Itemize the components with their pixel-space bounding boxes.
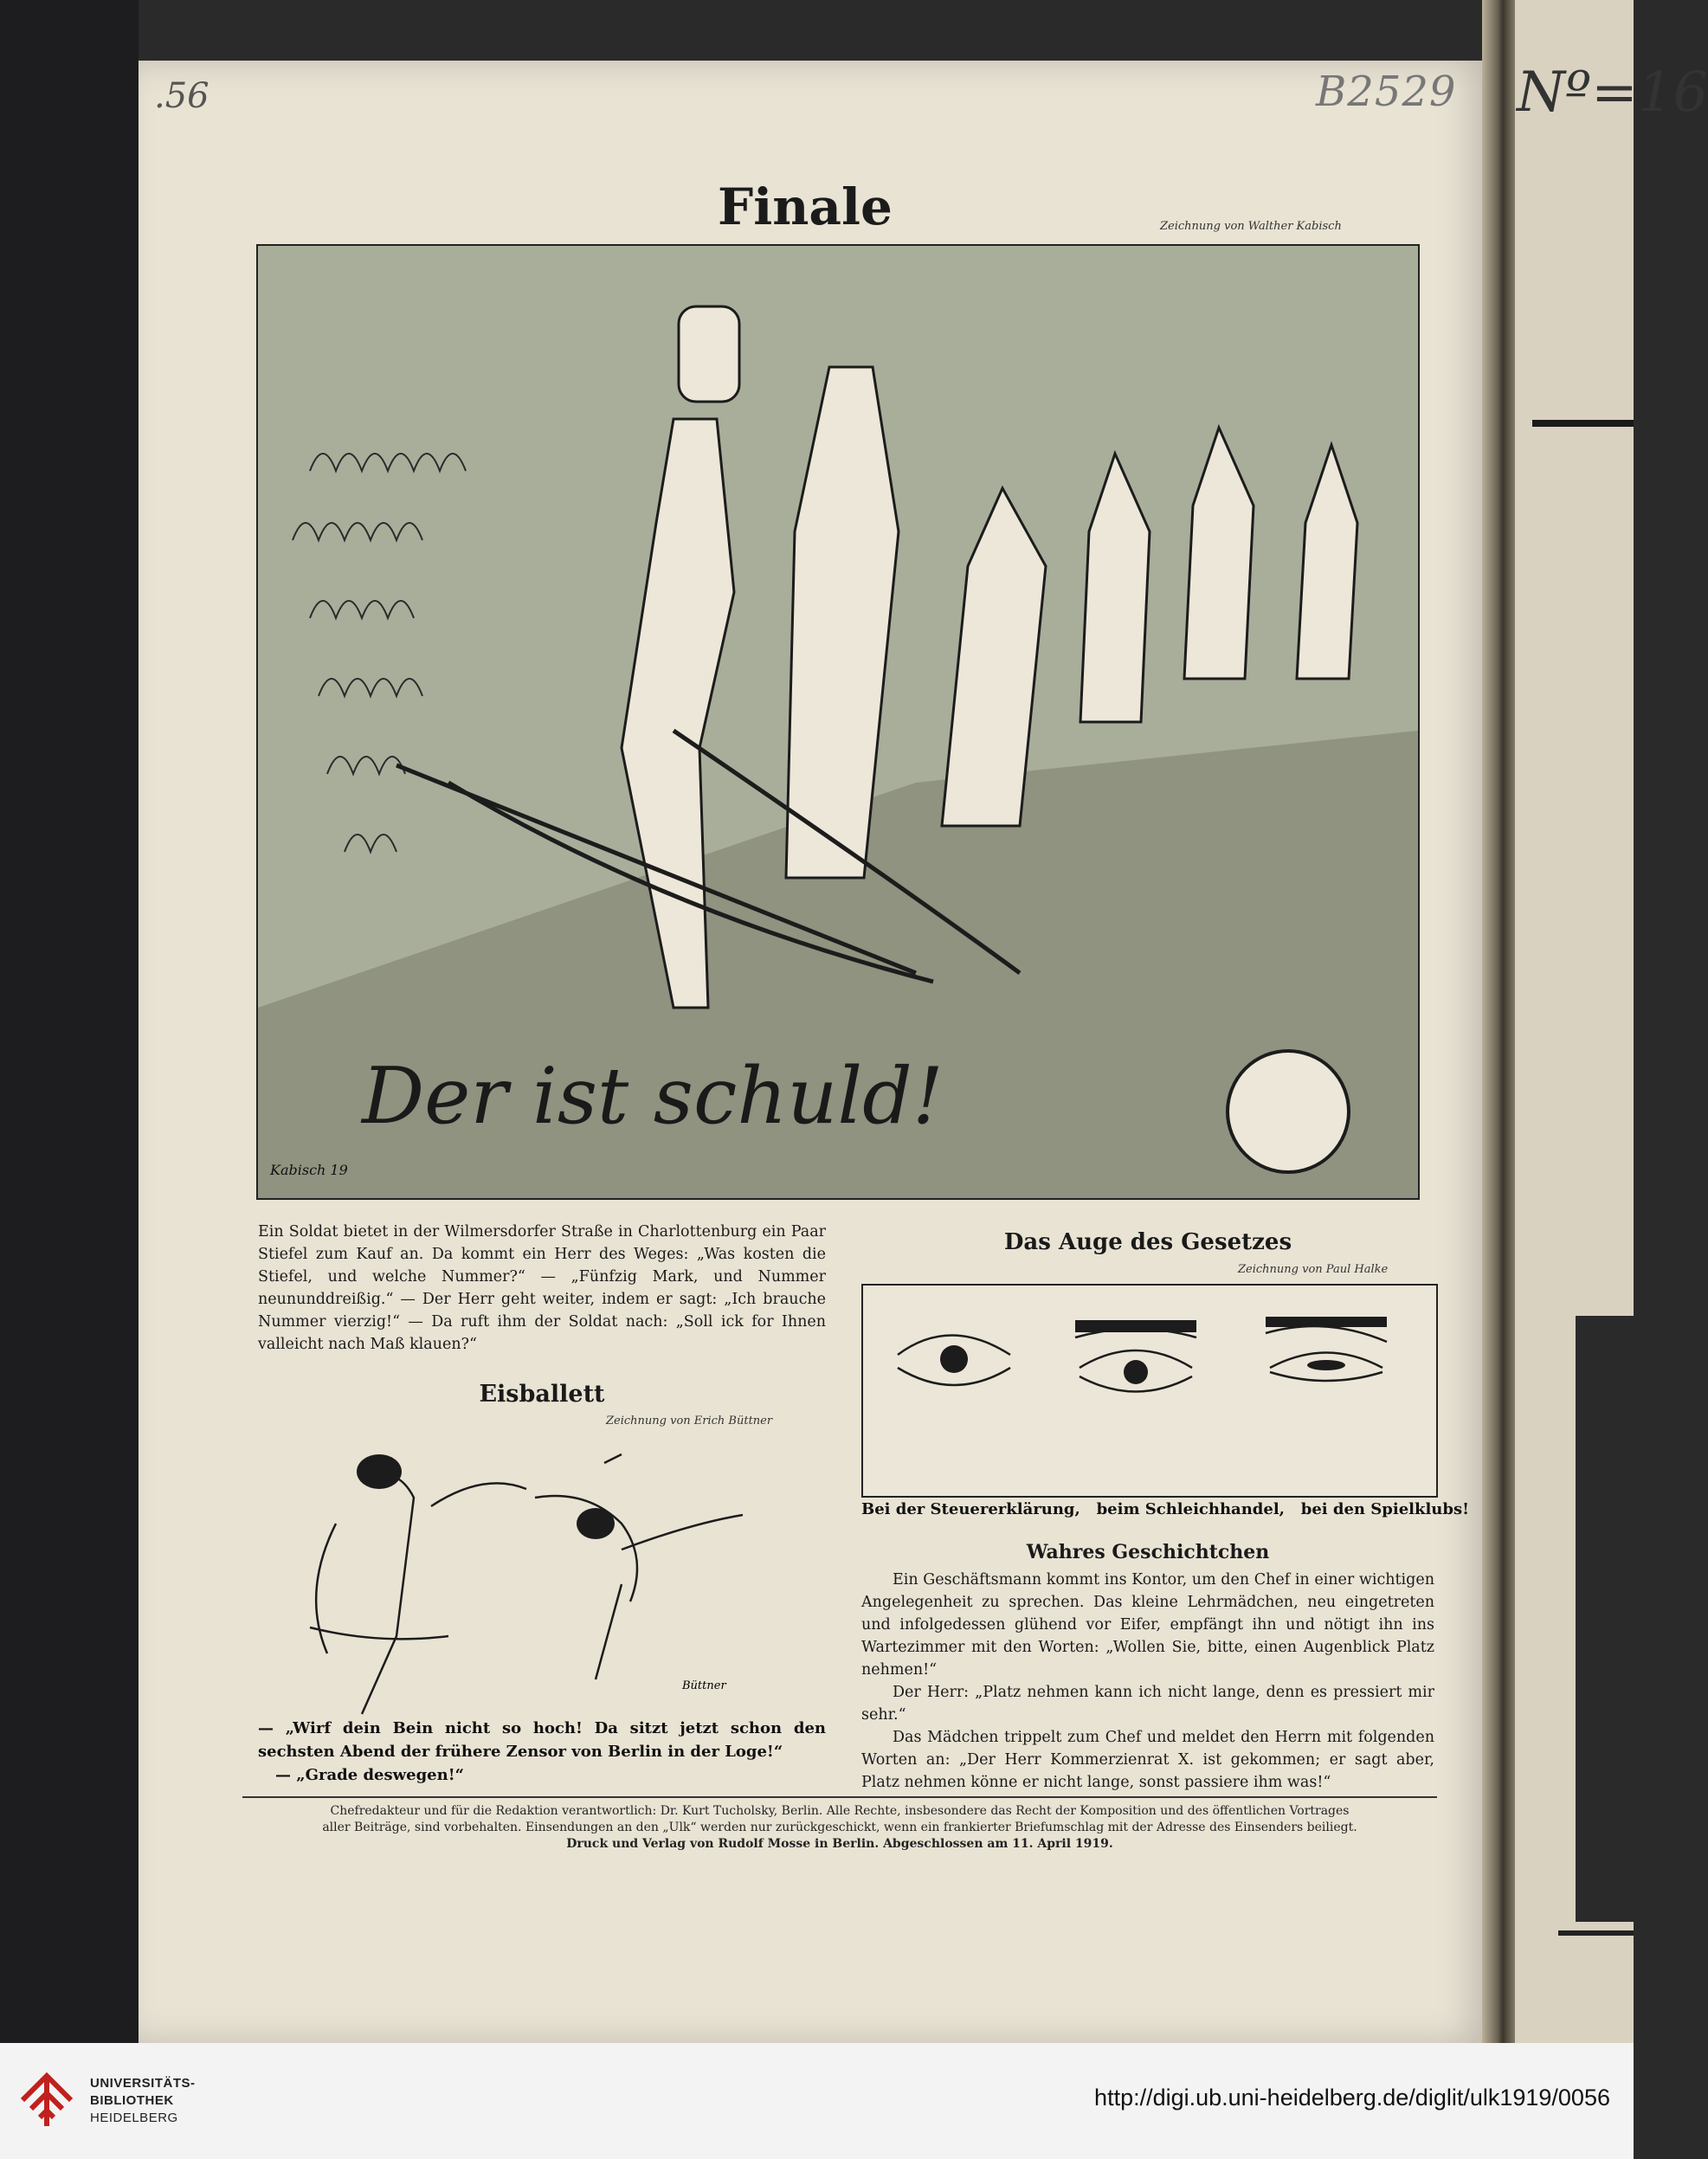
adjacent-page-illustration (1576, 1316, 1634, 1922)
library-name-line-3: HEIDELBERG (90, 2111, 178, 2125)
footer-rule (242, 1796, 1437, 1798)
imprint (242, 1803, 1437, 1853)
geschichtchen-paragraph-3: Das Mädchen trippelt zum Chef und meldet den Herrn mit folgenden Worten an: „Der Herr Kommerzienrat X. ist gekommen; er sagt aber, Platz nehmen könne er nicht lange, sonst passiere ihm was!“ (861, 1729, 1434, 1791)
book-binding (1482, 0, 1517, 2043)
geschichtchen-paragraph-2: Der Herr: „Platz nehmen kann ich nicht lange, denn es pressiert mir sehr.“ (861, 1684, 1434, 1724)
library-name-line-2: BIBLIOTHEK (90, 2093, 174, 2108)
geschichtchen-paragraph-1: Ein Geschäftsmann kommt ins Kontor, um den Chef in einer wichtigen Angelegenheit zu sprechen. Das kleine Lehrmädchen, neu eingetreten und infolgedessen glühend vor Eifer, empfängt ihn und nötigt ihn ins Wartezimmer mit den Worten: „Wollen Sie, bitte, einen Augenblick Platz nehmen!“ (861, 1571, 1434, 1679)
auge-title: Das Auge des Gesetzes (1003, 1229, 1292, 1255)
library-logo-icon (16, 2069, 78, 2131)
finale-credit: Zeichnung von Walther Kabisch (1160, 220, 1342, 233)
eisballett-quote: — „Wirf dein Bein nicht so hoch! Da sitzt jetzt schon den sechsten Abend der frühere Zensor von Berlin in der Loge!“ (258, 1719, 826, 1761)
imprint-line-2: aller Beiträge, sind vorbehalten. Einsendungen an den „Ulk“ werden nur zurückgeschickt, wenn ein frankierter Briefumschlag mit der Adresse des Einsenders beiliegt. (322, 1821, 1357, 1834)
eisballett-title: Eisballett (479, 1381, 605, 1408)
finale-title: Finale (718, 177, 893, 236)
auge-illustration (861, 1284, 1438, 1498)
soldat-anecdote: Ein Soldat bietet in der Wilmersdorfer Straße in Charlottenburg ein Paar Stiefel zum Kauf an. Da kommt ein Herr des Weges: „Was kosten die Stiefel, und welche Nummer?“ — „Fünfzig Mark, und Nummer neununddreißig.“ — Der Herr geht weiter, indem er sagt: „Ich brauche Nummer vierzig!“ — Da ruft ihm der Soldat nach: „Soll ick for Ihnen valleicht nach Maß klauen?“ (258, 1223, 826, 1353)
finale-caption: Der ist schuld! (362, 1051, 944, 1142)
eisballett-credit: Zeichnung von Erich Büttner (606, 1415, 773, 1428)
page-number: .56 (154, 76, 209, 116)
library-name-line-1: UNIVERSITÄTS- (90, 2076, 196, 2091)
eisballett-artist-signature: Büttner (682, 1679, 726, 1692)
permalink[interactable]: http://digi.ub.uni-heidelberg.de/diglit/ulk1919/0056 (1094, 2085, 1610, 2111)
auge-caption: Bei der Steuererklärung, beim Schleichhandel, bei den Spielklubs! (861, 1500, 1470, 1518)
left-margin-shadow (0, 0, 139, 2043)
archive-signature: B2529 (1316, 68, 1457, 116)
finale-cartoon (256, 244, 1420, 1200)
finale-artist-signature: Kabisch 19 (270, 1162, 348, 1178)
auge-credit: Zeichnung von Paul Halke (1238, 1263, 1389, 1276)
geschichtchen-title: Wahres Geschichtchen (1026, 1541, 1270, 1563)
adjacent-page-rule (1532, 420, 1634, 427)
adjacent-page (1515, 0, 1634, 2043)
eisballett-reply: — „Grade deswegen!“ (275, 1766, 464, 1784)
adjacent-page-rule-bottom (1558, 1930, 1634, 1936)
eisballett-illustration (258, 1428, 826, 1705)
imprint-line-3: Druck und Verlag von Rudolf Mosse in Berlin. Abgeschlossen am 11. April 1919. (566, 1837, 1113, 1851)
issue-mark: Nº=16 (1517, 61, 1708, 125)
imprint-line-1: Chefredakteur und für die Redaktion verantwortlich: Dr. Kurt Tucholsky, Berlin. Alle Rechte, insbesondere das Recht der Komposition und des öffentlichen Vortrages (330, 1804, 1350, 1818)
